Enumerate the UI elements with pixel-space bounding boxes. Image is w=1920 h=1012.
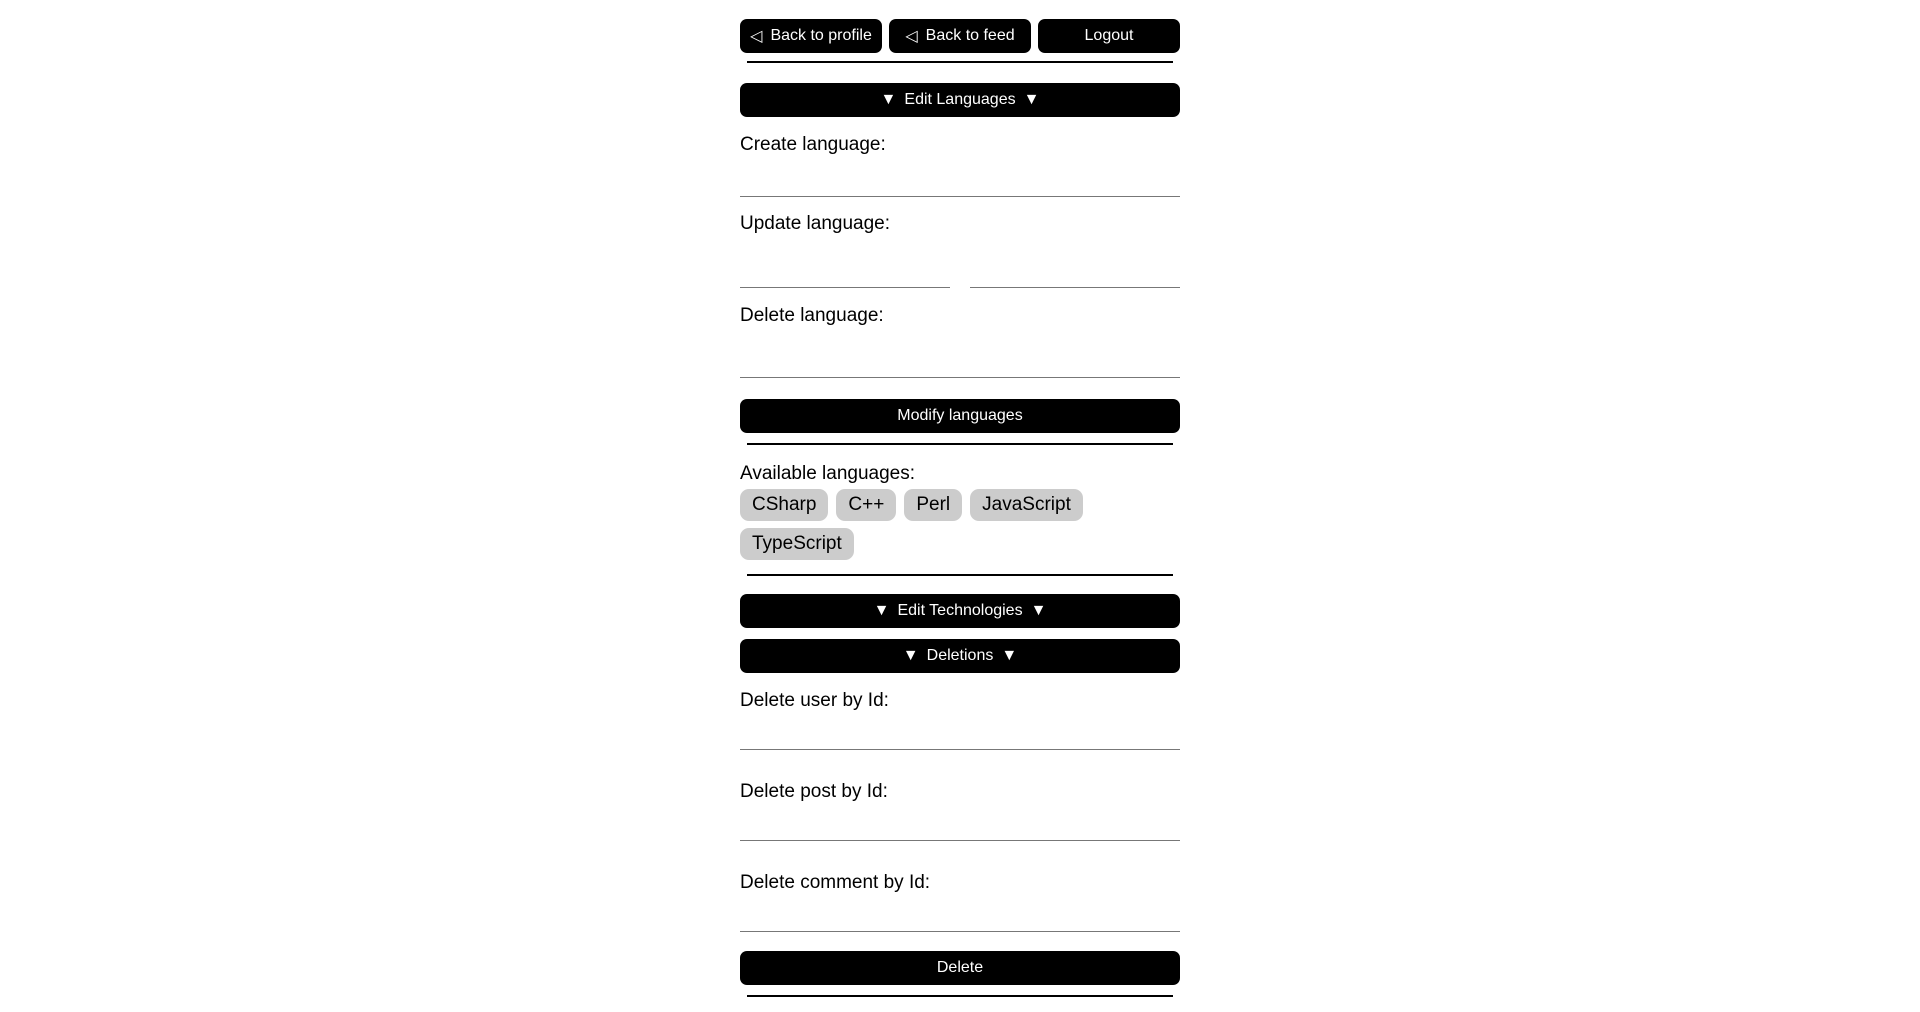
modify-languages-label: Modify languages [897, 407, 1023, 424]
update-language-name-input[interactable] [970, 247, 1180, 288]
logout-label: Logout [1084, 27, 1134, 44]
update-language-label: Update language: [740, 213, 891, 234]
caret-down-icon: ▼ [1023, 91, 1040, 108]
delete-button[interactable] [740, 951, 1180, 985]
update-language-row [740, 247, 1180, 288]
toolbar [740, 19, 1180, 53]
modify-languages-button[interactable] [740, 399, 1180, 433]
caret-down-icon: ▼ [880, 91, 897, 108]
caret-down-icon: ▼ [1001, 647, 1018, 664]
back-to-profile-button[interactable] [740, 19, 882, 53]
available-languages-label: Available languages: [740, 463, 916, 484]
caret-down-icon: ▼ [902, 647, 919, 664]
edit-technologies-title: Edit Technologies [897, 602, 1023, 619]
delete-user-id-input[interactable] [740, 712, 1180, 750]
delete-button-label: Delete [936, 959, 984, 976]
available-languages-list [740, 489, 1180, 560]
caret-down-icon: ▼ [1030, 602, 1047, 619]
delete-language-label: Delete language: [740, 305, 884, 326]
delete-language-input[interactable] [740, 337, 1180, 378]
admin-panel [740, 0, 1180, 997]
delete-post-label: Delete post by Id: [740, 781, 888, 802]
language-chip[interactable]: JavaScript [970, 489, 1083, 521]
back-to-feed-button[interactable] [889, 19, 1031, 53]
delete-comment-id-input[interactable] [740, 894, 1180, 932]
delete-comment-label: Delete comment by Id: [740, 872, 931, 893]
back-arrow-icon: ◁ [750, 28, 763, 45]
back-to-profile-label: Back to profile [770, 27, 872, 44]
update-language-id-input[interactable] [740, 247, 950, 288]
language-chip[interactable]: Perl [904, 489, 962, 521]
deletions-toggle[interactable] [740, 639, 1180, 673]
edit-languages-title: Edit Languages [904, 91, 1016, 108]
delete-user-label: Delete user by Id: [740, 690, 889, 711]
back-arrow-icon: ◁ [905, 28, 918, 45]
create-language-input[interactable] [740, 156, 1180, 197]
language-chip[interactable]: CSharp [740, 489, 828, 521]
logout-button[interactable] [1038, 19, 1180, 53]
deletions-title: Deletions [926, 647, 994, 664]
edit-technologies-toggle[interactable] [740, 594, 1180, 628]
language-chip[interactable]: C++ [836, 489, 896, 521]
toolbar-divider [747, 61, 1173, 63]
create-language-label: Create language: [740, 134, 886, 155]
back-to-feed-label: Back to feed [925, 27, 1015, 44]
language-chip[interactable]: TypeScript [740, 528, 854, 560]
section-divider [747, 443, 1173, 445]
delete-post-id-input[interactable] [740, 803, 1180, 841]
caret-down-icon: ▼ [873, 602, 890, 619]
section-divider [747, 995, 1173, 997]
edit-languages-toggle[interactable] [740, 83, 1180, 117]
section-divider [747, 574, 1173, 576]
